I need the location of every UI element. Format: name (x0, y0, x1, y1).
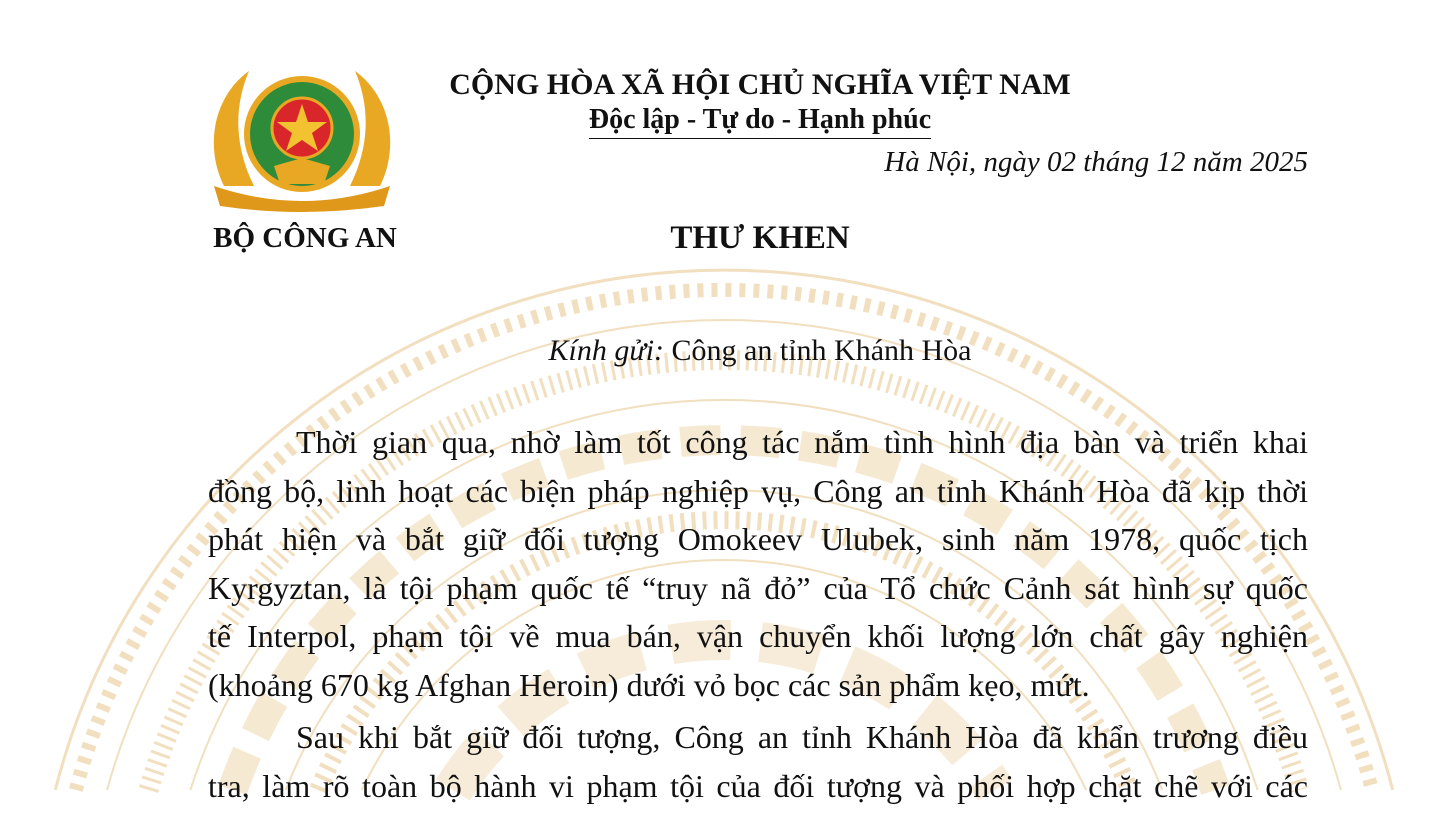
text-line: Kyrgyztan, là tội phạm quốc tế “truy nã đỏ” của Tổ chức Cảnh sát hình sự quốc (208, 569, 1308, 606)
national-motto (420, 104, 1100, 139)
letter-body (208, 420, 1308, 812)
place-date: Hà Nội, ngày 02 tháng 12 năm 2025 (884, 146, 1308, 178)
document-title: THƯ KHEN (670, 220, 850, 256)
paragraph (208, 715, 1308, 812)
greeting (200, 334, 1320, 368)
text-line: tra, làm rõ toàn bộ hành vi phạm tội của đối tượng và phối hợp chặt chẽ với các (208, 767, 1308, 804)
motto-text: Độc lập - Tự do - Hạnh phúc (589, 104, 931, 139)
text-line: tế Interpol, phạm tội về mua bán, vận chuyển khối lượng lớn chất gây nghiện (208, 618, 1308, 654)
paragraph (208, 420, 1308, 711)
greeting-label: Kính gửi: (548, 334, 665, 367)
text-line: Sau khi bắt giữ đối tượng, Công an tỉnh Khánh Hòa đã khẩn trương điều (296, 719, 1308, 755)
national-title: CỘNG HÒA XÃ HỘI CHỦ NGHĨA VIỆT NAM (449, 68, 1071, 101)
recipient: Công an tỉnh Khánh Hòa (671, 334, 972, 367)
text-line: Thời gian qua, nhờ làm tốt công tác nắm tình hình địa bàn và triển khai (296, 424, 1308, 460)
text-line: đồng bộ, linh hoạt các biện pháp nghiệp vụ, Công an tỉnh Khánh Hòa đã kịp thời (208, 472, 1308, 509)
text-line: (khoảng 670 kg Afghan Heroin) dưới vỏ bọc các sản phẩm kẹo, mứt. (208, 666, 1090, 703)
text-line: phát hiện và bắt giữ đối tượng Omokeev Ulubek, sinh năm 1978, quốc tịch (208, 521, 1308, 557)
agency-name: BỘ CÔNG AN (213, 222, 397, 254)
police-emblem-logo (204, 66, 400, 220)
